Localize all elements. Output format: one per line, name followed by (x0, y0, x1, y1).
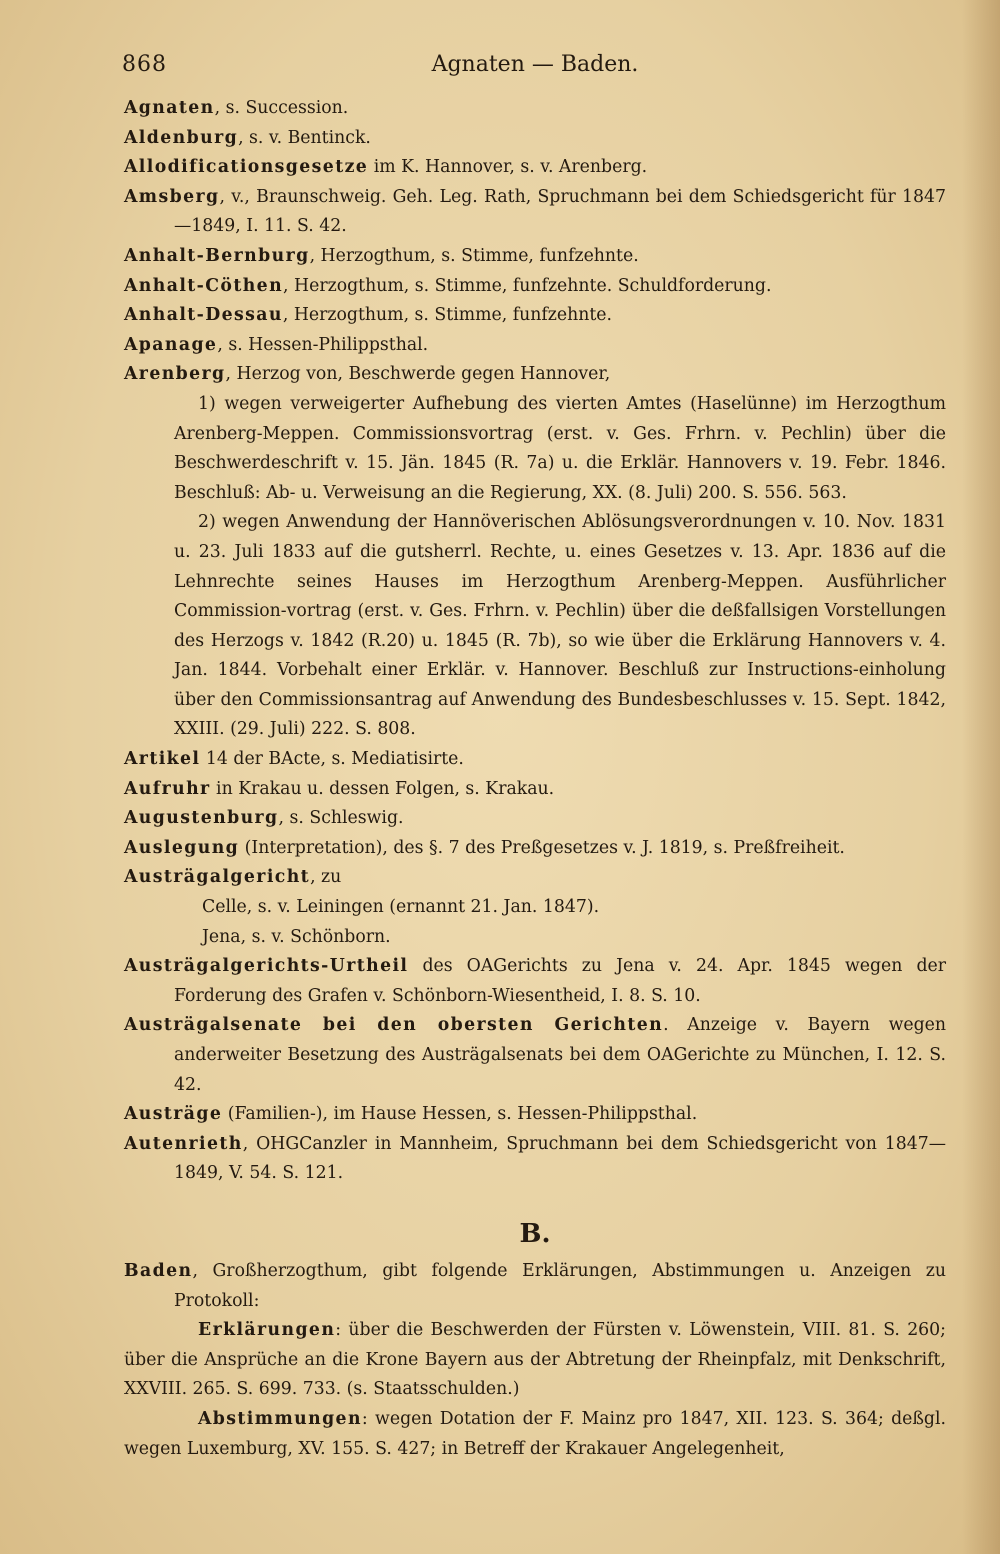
index-entry: Anhalt-Cöthen, Herzogthum, s. Stimme, funfzehnte. Schuldforderung. (124, 275, 772, 296)
page-header (122, 52, 948, 88)
index-entry: Aldenburg, s. v. Bentinck. (124, 127, 371, 148)
index-entry-austraegalgericht: Austrägalgericht, zu (124, 867, 342, 888)
index-entry-baden: Baden, Großherzogthum, gibt folgende Erklärungen, Abstimmungen u. Anzeigen zu Protokoll: (124, 1260, 946, 1311)
baden-abstimmungen: Abstimmungen: wegen Dotation der F. Mainz pro 1847, XII. 123. S. 364; deßgl. wegen Luxemburg, XV. 155. S. 427; in Betreff der Krakauer Angelegenheit, (124, 1408, 946, 1459)
index-entry: Anhalt-Dessau, Herzogthum, s. Stimme, funfzehnte. (124, 305, 613, 326)
section-letter: B. (519, 1218, 551, 1249)
running-title: Agnaten — Baden. (431, 52, 639, 77)
arenberg-item-1: 1) wegen verweigerter Aufhebung des vierten Amtes (Haselünne) im Herzogthum Arenberg-Meppen. Commissionsvortrag (erst. v. Ges. Frhrn. v. Pechlin) über die Beschwerdeschrift v. 15. Jän. 1845 (R. 7a) u. die Erklär. Hannovers v. 19. Febr. 1846. Beschluß: Ab- u. Verweisung an die Regierung, XX. (8. Juli) 200. S. 556. 563. (174, 393, 946, 503)
index-content (124, 94, 946, 1464)
index-entry: Auslegung (Interpretation), des §. 7 des Preßgesetzes v. J. 1819, s. Preßfreiheit. (124, 837, 845, 858)
index-entry: Autenrieth, OHGCanzler in Mannheim, Spruchmann bei dem Schiedsgericht von 1847—1849, V. 54. S. 121. (124, 1133, 946, 1184)
index-entry: Aufruhr in Krakau u. dessen Folgen, s. Krakau. (124, 778, 555, 799)
index-entry: Anhalt-Bernburg, Herzogthum, s. Stimme, funfzehnte. (124, 245, 639, 266)
arenberg-item-2: 2) wegen Anwendung der Hannöverischen Ablösungsverordnungen v. 10. Nov. 1831 u. 23. Juli 1833 auf die gutsherrl. Rechte, u. eines Gesetzes v. 13. Apr. 1836 auf die Lehnrechte seines Hauses im Herzogthum Arenberg-Meppen. Ausführlicher Commission-vortrag (erst. v. Ges. Frhrn. v. Pechlin) über die deßfallsigen Vorstellungen des Herzogs v. 1842 (R.20) u. 1845 (R. 7b), so wie über die Erklärung Hannovers v. 4. Jan. 1844. Vorbehalt einer Erklär. v. Hannover. Beschluß zur Instructions-einholung über den Commissionsantrag auf Anwendung des Bundesbeschlusses v. 15. Sept. 1842, XXIII. (29. Juli) 222. S. 808. (174, 512, 946, 740)
index-entry: Augustenburg, s. Schleswig. (124, 808, 404, 829)
index-entry: Apanage, s. Hessen-Philippsthal. (124, 334, 429, 355)
index-entry: Agnaten, s. Succession. (124, 98, 349, 118)
austraegalgericht-sub-celle: Celle, s. v. Leiningen (ernannt 21. Jan. 1847). (202, 897, 600, 918)
index-entry: Austrägalsenate bei den obersten Gerichten. Anzeige v. Bayern wegen anderweiter Besetzung des Austrägalsenats bei dem OAGerichte zu München, I. 12. S. 42. (124, 1015, 947, 1095)
index-entry: Austrägalgerichts-Urtheil des OAGerichts zu Jena v. 24. Apr. 1845 wegen der Forderung des Grafen v. Schönborn-Wiesentheid, I. 8. S. 10. (124, 956, 946, 1006)
index-entry: Allodificationsgesetze im K. Hannover, s. v. Arenberg. (124, 157, 648, 178)
austraegalgericht-sub-jena: Jena, s. v. Schönborn. (202, 926, 391, 947)
baden-erklaerungen: Erklärungen: über die Beschwerden der Fürsten v. Löwenstein, VIII. 81. S. 260; über die Ansprüche an die Krone Bayern aus der Abtretung der Rheinpfalz, mit Denkschrift, XXVIII. 265. S. 699. 733. (s. Staatsschulden.) (124, 1320, 946, 1400)
index-entry: Amsberg, v., Braunschweig. Geh. Leg. Rath, Spruchmann bei dem Schiedsgericht für 1847—1849, I. 11. S. 42. (124, 186, 946, 237)
index-entry: Artikel 14 der BActe, s. Mediatisirte. (124, 749, 464, 770)
page-number: 868 (122, 52, 167, 77)
index-entry-arenberg: Arenberg, Herzog von, Beschwerde gegen Hannover, (124, 364, 611, 385)
index-entry: Austräge (Familien-), im Hause Hessen, s. Hessen-Philippsthal. (124, 1104, 698, 1125)
